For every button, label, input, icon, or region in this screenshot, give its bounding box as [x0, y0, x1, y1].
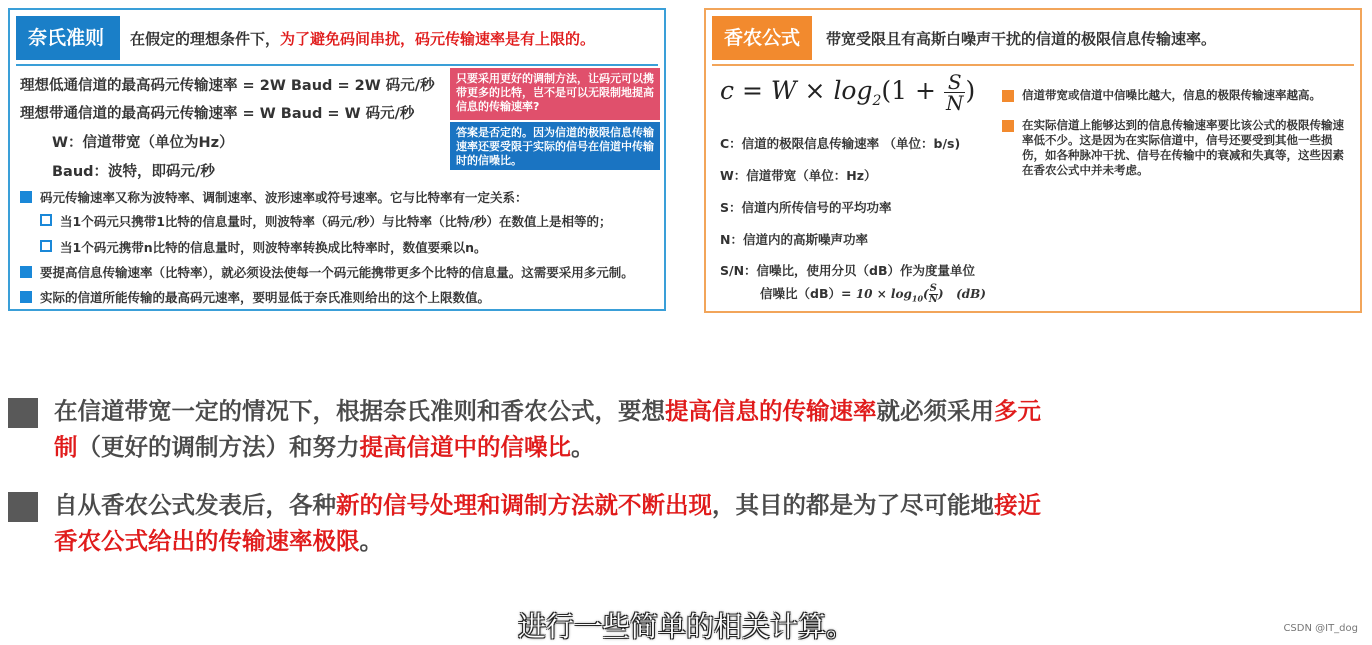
summary-bullet-icon	[8, 492, 38, 522]
bullet-baud-rate: 码元传输速率又称为波特率、调制速率、波形速率或符号速率。它与比特率有一定关系：	[40, 190, 528, 205]
bullet-multilevel: 要提高信息传输速率（比特率），就必须设法使每一个码元能携带更多个比特的信息量。这需要采用多元制。	[40, 265, 634, 280]
db-den: N	[928, 294, 938, 305]
db-label: 信噪比（dB）=	[760, 286, 852, 301]
db-formula-post: (dB)	[956, 287, 986, 301]
def-n: N：信道内的高斯噪声功率	[720, 232, 868, 247]
nyquist-tag: 奈氏准则	[16, 16, 120, 60]
summary-text: 。	[571, 433, 595, 461]
summary-highlight: 提高信道中的信噪比	[359, 433, 571, 461]
formula-den: N	[945, 91, 964, 115]
bullet-one-bit: 当1个码元只携带1比特的信息量时，则波特率（码元/秒）与比特率（比特/秒）在数值上是相等的；	[60, 214, 612, 229]
formula-c: c	[720, 76, 735, 105]
summary-text: 自从香农公式发表后，各种	[54, 491, 336, 519]
db-formula: $10 \times \log_{10}$( $\frac{S}{N}$) (dB)	[855, 283, 986, 305]
formula-eq: =	[741, 76, 763, 105]
summary-bullet-icon	[8, 398, 38, 428]
formula-num: S	[944, 72, 966, 93]
bullet-outline-square-icon	[40, 240, 52, 252]
answer-callout: 答案是否定的。因为信道的极限信息传输速率还要受限于实际的信号在信道中传输时的信噪比。	[450, 122, 660, 170]
shannon-panel	[704, 8, 1362, 313]
formula-times: ×	[804, 76, 826, 105]
note-practical: 在实际信道上能够达到的信息传输速率要比该公式的极限传输速率低不少。这是因为在实际信道中，信号还要受到其他一些损伤，如各种脉冲干扰、信号在传输中的衰减和失真等，这些因素在香农公式中并未考虑。	[1022, 118, 1344, 177]
shannon-heading: 带宽受限且有高斯白噪声干扰的信道的极限信息传输速率。	[826, 30, 1217, 48]
formula-open: (1 +	[881, 76, 936, 105]
summary-text: ，其目的都是为了尽可能地	[712, 491, 994, 519]
shannon-tag: 香农公式	[712, 16, 812, 60]
bullet-n-bits: 当1个码元携带n比特的信息量时，则波特率转换成比特率时，数值要乘以n。	[60, 240, 487, 255]
nyquist-heading-plain: 在假定的理想条件下，	[130, 30, 281, 48]
nyquist-heading	[130, 28, 595, 49]
def-c: C：信道的极限信息传输速率 （单位：b/s)	[720, 136, 961, 151]
note-square-icon	[1002, 90, 1014, 102]
note-square-icon	[1002, 120, 1014, 132]
db-fraction	[929, 284, 938, 305]
bullet-square-icon	[20, 291, 32, 303]
summary-paragraph-2	[54, 487, 1054, 559]
bullet-outline-square-icon	[40, 214, 52, 226]
summary-highlight: 新的信号处理和调制方法就不断出现	[336, 491, 712, 519]
bullet-practical-limit: 实际的信道所能传输的最高码元速率，要明显低于奈氏准则给出的这个上限数值。	[40, 290, 491, 305]
summary-highlight: 多元制	[54, 397, 1041, 461]
question-callout: 只要采用更好的调制方法，让码元可以携带更多的比特，岂不是可以无限制地提高信息的传输速率?	[450, 68, 660, 120]
summary-highlight: 接近香农公式给出的传输速率极限	[54, 491, 1041, 555]
summary-text: 。	[359, 527, 383, 555]
db-num: S	[929, 283, 937, 294]
bandwidth-def: W：信道带宽（单位为Hz）	[52, 135, 234, 151]
bullet-square-icon	[20, 266, 32, 278]
formula-log: log	[833, 76, 873, 105]
db-formula-pre: 10 × log	[855, 287, 912, 301]
formula-close: )	[965, 76, 976, 105]
def-snr: S/N：信噪比，使用分贝（dB）作为度量单位	[720, 263, 976, 278]
summary-text: 在信道带宽一定的情况下，根据奈氏准则和香农公式，要想	[54, 397, 665, 425]
db-formula-base: 10	[911, 293, 924, 304]
video-subtitle: 进行一些简单的相关计算。	[517, 610, 854, 643]
nyquist-divider	[16, 64, 658, 66]
formula-fraction	[944, 72, 966, 113]
formula-base: 2	[872, 93, 882, 109]
db-formula-line	[760, 284, 986, 305]
nyquist-panel	[8, 8, 666, 311]
def-w: W：信道带宽（单位：Hz）	[720, 168, 877, 183]
formula-w: W	[770, 76, 797, 105]
lowpass-rate-line: 理想低通信道的最高码元传输速率 = 2W Baud = 2W 码元/秒	[20, 78, 435, 94]
watermark-credit: CSDN @IT_dog	[1283, 623, 1358, 634]
summary-text: 就必须采用	[876, 397, 994, 425]
summary-text: （更好的调制方法）和努力	[77, 433, 360, 461]
def-s: S：信道内所传信号的平均功率	[720, 200, 892, 215]
summary-highlight: 提高信息的传输速率	[665, 397, 877, 425]
baud-def: Baud：波特，即码元/秒	[52, 164, 215, 180]
summary-paragraph-1	[54, 393, 1054, 465]
shannon-formula	[720, 72, 975, 113]
nyquist-heading-red: 为了避免码间串扰，码元传输速率是有上限的。	[280, 30, 596, 48]
shannon-divider	[712, 64, 1354, 66]
bullet-square-icon	[20, 191, 32, 203]
note-bandwidth: 信道带宽或信道中信噪比越大，信息的极限传输速率越高。	[1022, 88, 1321, 102]
bandpass-rate-line: 理想带通信道的最高码元传输速率 = W Baud = W 码元/秒	[20, 106, 415, 122]
